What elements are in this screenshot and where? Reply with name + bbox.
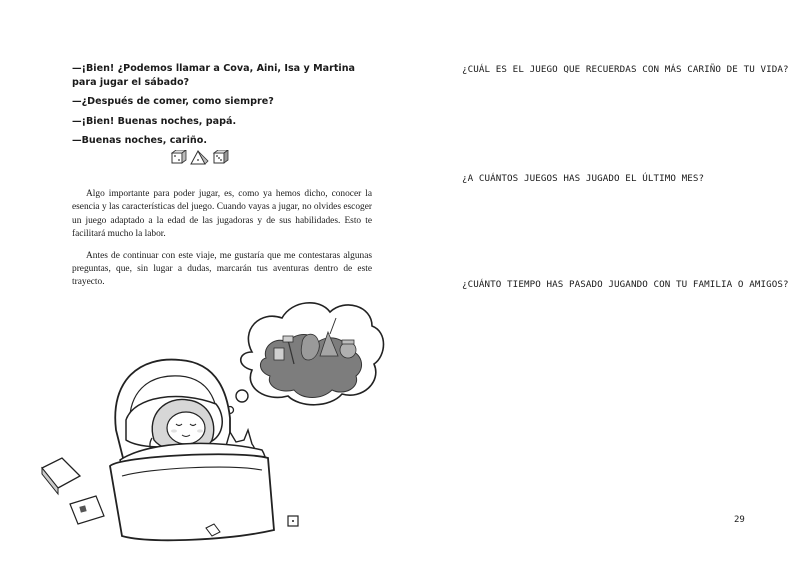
book-icon: [42, 458, 80, 494]
paragraph: Antes de continuar con este viaje, me gustaría que me contestaras algunas preguntas, que, sin lugar a dudas, marcarán tus aventuras dentro de este trayecto.: [72, 250, 372, 288]
question: ¿A CUÁNTOS JUEGOS HAS JUGADO EL ÚLTIMO MES?: [462, 173, 705, 184]
die-icon: [288, 516, 298, 526]
dialogue-line: —¡Bien! Buenas noches, papá.: [72, 115, 237, 127]
die-icon: [172, 150, 186, 163]
dialogue-block: [72, 62, 372, 154]
dialogue-line: —Buenas noches, cariño.: [72, 135, 207, 146]
dialogue-line: —¡Bien! ¿Podemos llamar a Cova, Aini, Isa y Martina para jugar el sábado?: [72, 63, 356, 88]
page-number: 29: [734, 515, 745, 525]
body-text: [72, 188, 372, 298]
dice-separator: [170, 150, 230, 166]
dialogue-line: —¿Después de comer, como siempre?: [72, 96, 274, 107]
question: ¿CUÁL ES EL JUEGO QUE RECUERDAS CON MÁS CARIÑO DE TU VIDA?: [462, 64, 789, 75]
die-icon: [214, 150, 228, 163]
girl-in-bed-dreaming-illustration: [30, 290, 390, 550]
right-page: [400, 0, 800, 573]
paragraph: Algo importante para poder jugar, es, como ya hemos dicho, conocer la esencia y las características del juego. Cuando vayas a jugar, no olvides escoger un juego adaptado a la edad de las jugadoras y de sus habilidades. Esto te facilitará mucho la labor.: [72, 189, 372, 240]
pyramid-icon: [191, 151, 208, 164]
card-icon: [70, 496, 104, 524]
thought-bubble: [227, 303, 384, 414]
question: ¿CUÁNTO TIEMPO HAS PASADO JUGANDO CON TU FAMILIA O AMIGOS?: [462, 279, 789, 290]
